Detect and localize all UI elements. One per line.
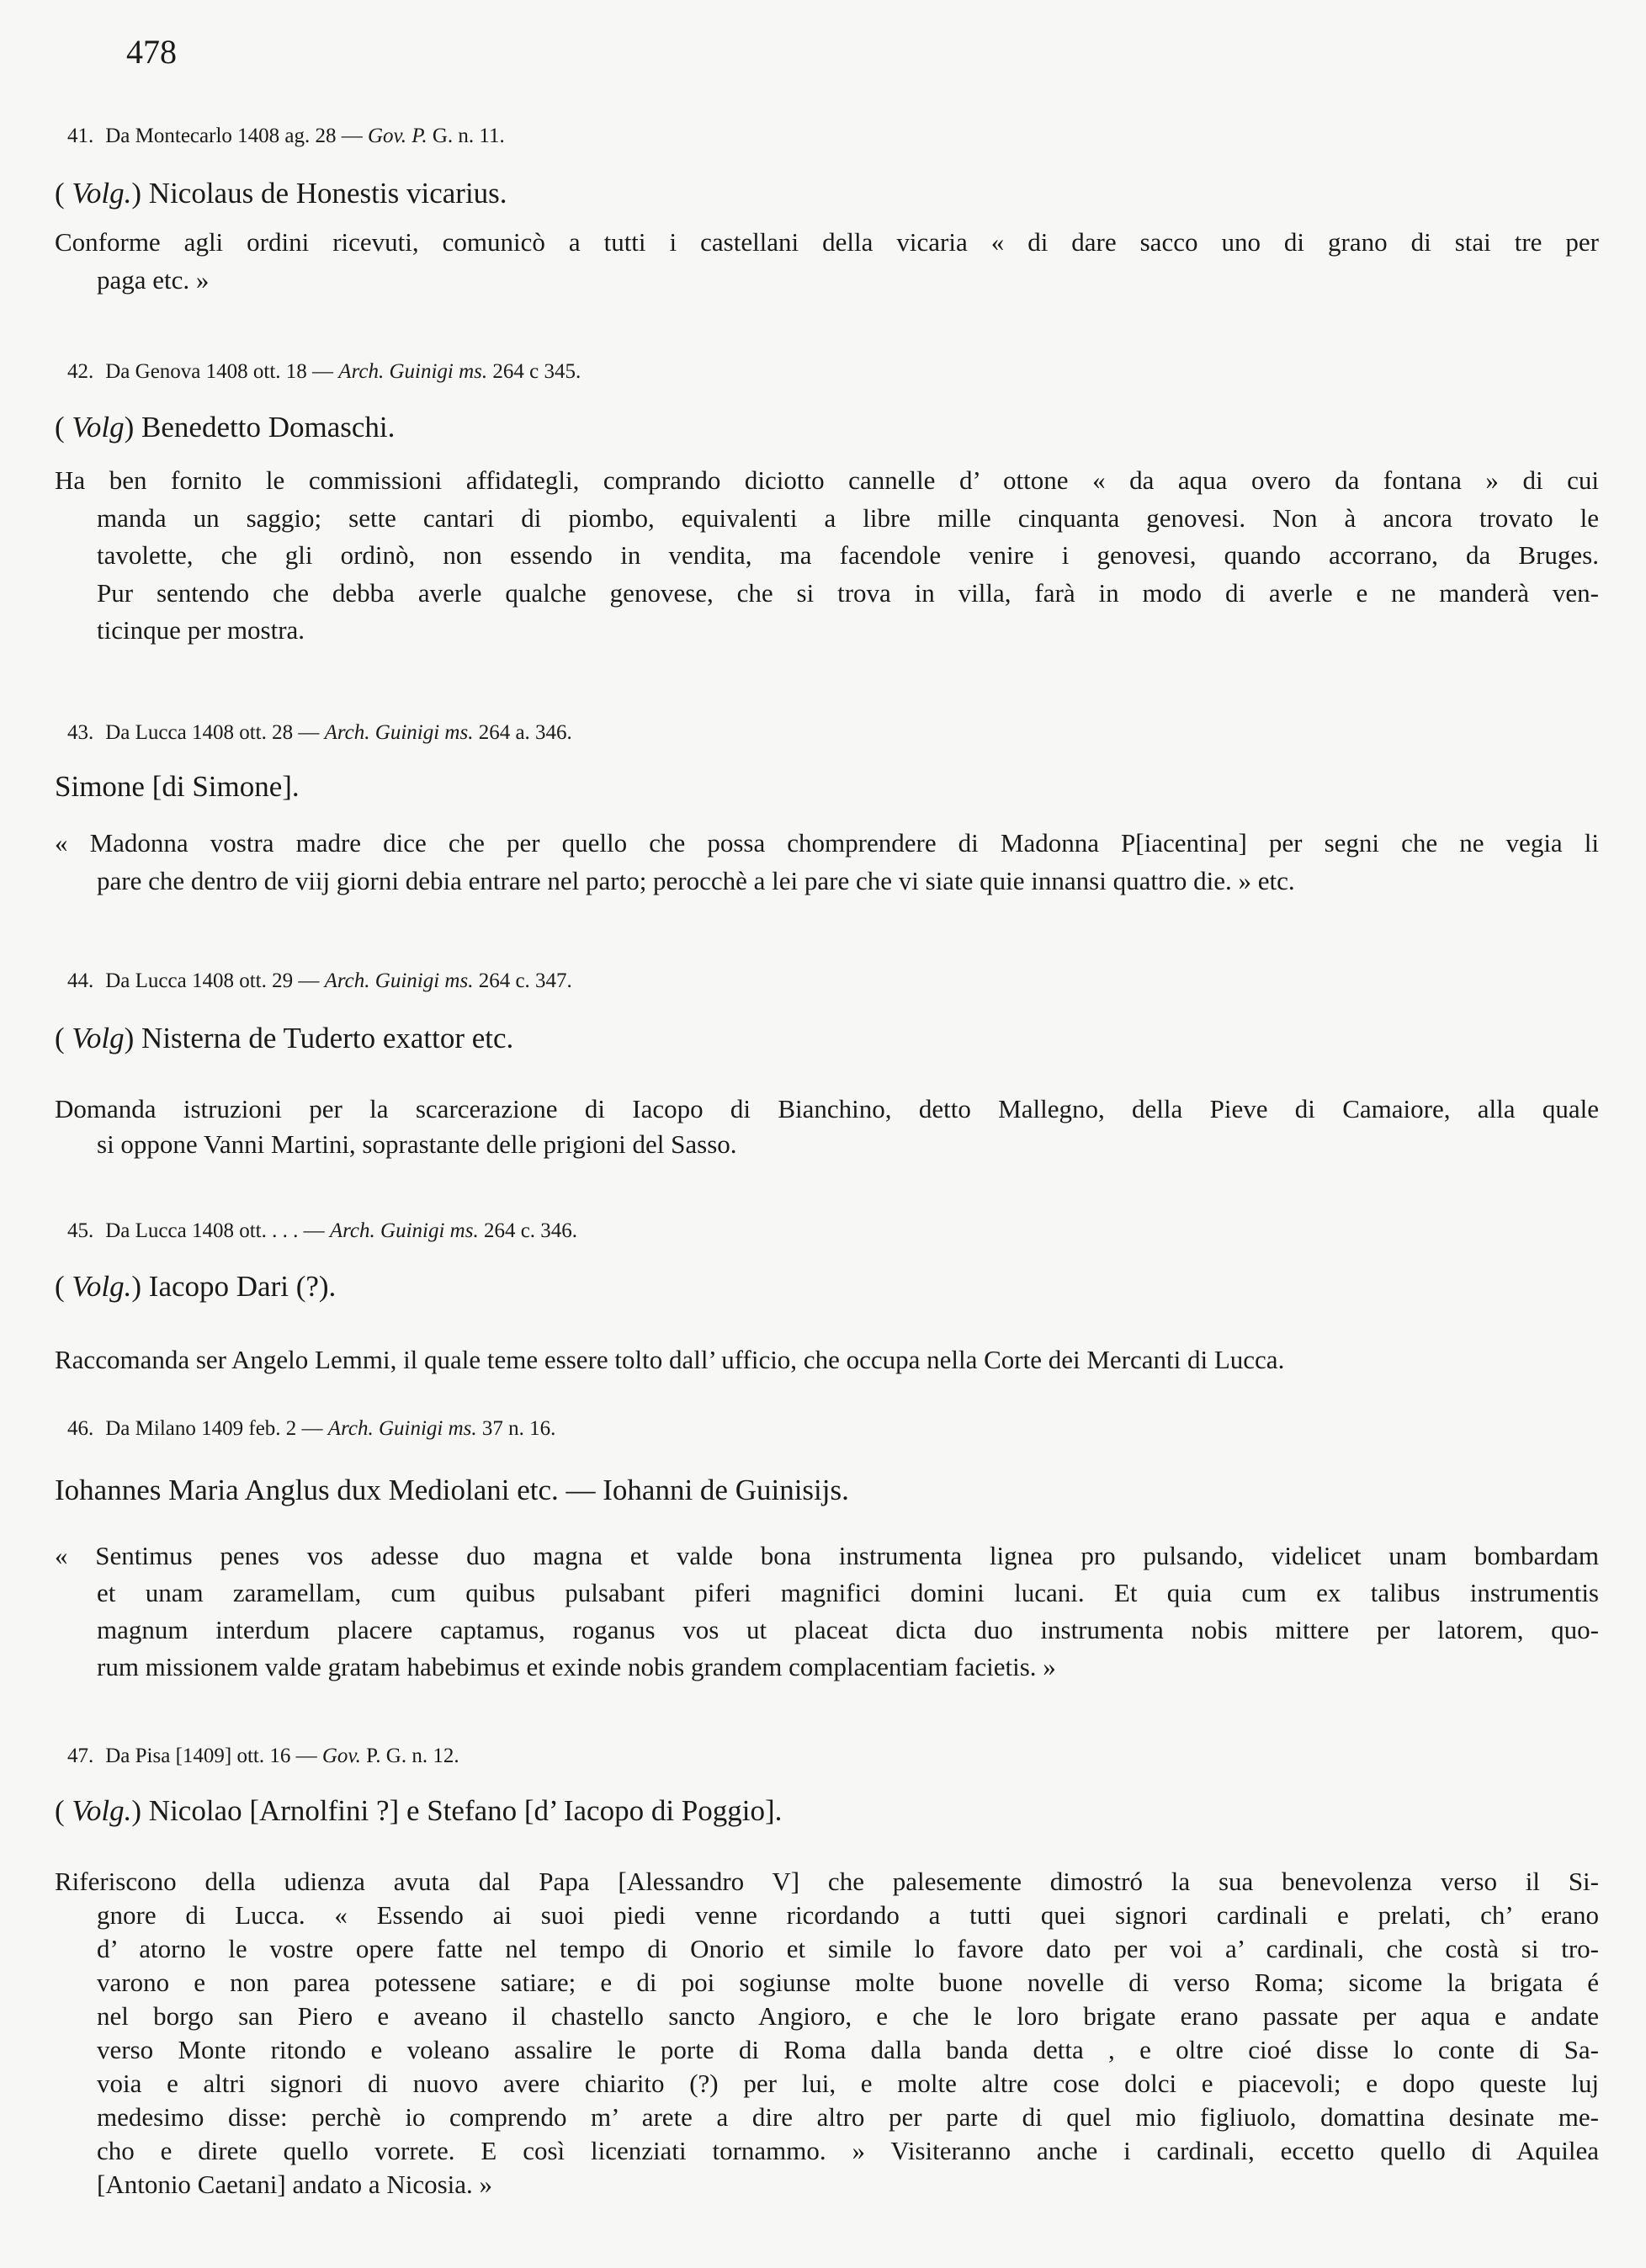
entry-title — [55, 1474, 849, 1507]
paren-open: ( — [55, 1022, 72, 1054]
paren-close: ) — [131, 177, 149, 210]
body-line: Domanda istruzioni per la scarcerazione di Iacopo di Bianchino, detto Mallegno, della Pieve di Camaiore, alla quale — [55, 1094, 1599, 1123]
body-line: tavolette, che gli ordinò, non essendo in vendita, ma facendole venire i genovesi, quando accorrano, da Bruges. — [97, 540, 1599, 570]
body-line: rum missionem valde gratam habebimus et exinde nobis grandem complacentiam facietis. » — [97, 1652, 1056, 1681]
entry-header — [67, 1745, 459, 1768]
entry-title — [55, 411, 395, 444]
entry-source-ref: G. n. 11. — [427, 125, 505, 147]
entry-header — [67, 360, 581, 384]
body-line: varono e non parea potessene satiare; e di poi sogiunse molte buone novelle di verso Roma; sicome la brigata é — [97, 1968, 1599, 1997]
entry-title-prefix: Volg — [72, 411, 125, 444]
body-line: d’ atorno le vostre opere fatte nel tempo di Onorio et simile lo favore dato per voi a’ cardinali, che costà si tro- — [97, 1934, 1599, 1963]
entry-number: 43. — [67, 721, 94, 744]
entry-source-italic: Gov. — [321, 1745, 361, 1767]
entry-number: 42. — [67, 360, 94, 383]
entry-place-date: Da Genova 1408 ott. 18 — — [105, 360, 339, 383]
paren-close: ) — [131, 1794, 149, 1827]
entry-title-prefix: Volg — [72, 1022, 125, 1054]
entry-source-ref: 37 n. 16. — [476, 1417, 556, 1440]
entry-title-prefix: Volg. — [72, 177, 132, 210]
entry-title-text: Benedetto Domaschi. — [141, 411, 396, 444]
entry-title-text: Nicolaus de Honestis vicarius. — [148, 177, 507, 210]
body-line: pare che dentro de viij giorni debia entrare nel parto; perocchè a lei pare che vi siate quie innansi quattro die. » etc. — [97, 866, 1295, 895]
entry-source-ref: P. G. n. 12. — [360, 1745, 459, 1767]
entry-source-italic: Arch. Guinigi ms. — [324, 721, 474, 744]
paren-open: ( — [55, 177, 72, 210]
entry-place-date: Da Lucca 1408 ott. . . . — — [105, 1219, 330, 1242]
body-line: « Madonna vostra madre dice che per quello che possa chomprendere di Madonna P[iacentina] per segni che ne vegia li — [55, 828, 1599, 858]
entry-title-text: Nicolao [Arnolfini ?] e Stefano [d’ Iacopo di Poggio]. — [148, 1794, 783, 1827]
body-line: magnum interdum placere captamus, roganus vos ut placeat dicta duo instrumenta nobis mittere per latorem, quo- — [97, 1615, 1599, 1644]
body-line: [Antonio Caetani] andato a Nicosia. » — [97, 2170, 493, 2199]
entry-header — [67, 125, 505, 148]
body-line: Conforme agli ordini ricevuti, comunicò a tutti i castellani della vicaria « di dare sacco uno di grano di stai tre per — [55, 227, 1599, 257]
entry-header — [67, 969, 572, 993]
entry-title — [55, 770, 300, 804]
paren-close: ) — [124, 411, 142, 444]
body-line: voia e altri signori di nuovo avere chiarito (?) per lui, e molte altre cose dolci e piacevoli; e dopo queste luj — [97, 2069, 1599, 2098]
body-line: « Sentimus penes vos adesse duo magna et valde bona instrumenta lignea pro pulsando, videlicet unam bombardam — [55, 1541, 1599, 1570]
entry-title-text: Iacopo Dari (?). — [148, 1270, 337, 1303]
body-line: Raccomanda ser Angelo Lemmi, il quale teme essere tolto dall’ ufficio, che occupa nella Corte dei Mercanti di Lucca. — [55, 1345, 1285, 1374]
paren-open: ( — [55, 1794, 72, 1827]
entry-source-ref: 264 c. 347. — [473, 969, 572, 992]
entry-title-text: Iohannes Maria Anglus dux Mediolani etc. — Iohanni de Guinisijs. — [55, 1474, 849, 1506]
entry-place-date: Da Montecarlo 1408 ag. 28 — — [105, 125, 368, 147]
entry-number: 44. — [67, 969, 94, 992]
entry-title-text: Simone [di Simone]. — [55, 770, 300, 803]
entry-title-prefix: Volg. — [72, 1270, 132, 1303]
page-number: 478 — [126, 33, 177, 71]
entry-number: 46. — [67, 1417, 94, 1440]
entry-source-italic: Arch. Guinigi ms. — [324, 969, 474, 992]
entry-title — [55, 1270, 336, 1304]
body-line: Pur sentendo che debba averle qualche genovese, che si trova in villa, farà in modo di averle e ne manderà ven- — [97, 577, 1599, 608]
entry-title — [55, 177, 507, 210]
entry-place-date: Da Pisa [1409] ott. 16 — — [105, 1745, 322, 1767]
entry-source-italic: Arch. Guinigi ms. — [338, 360, 488, 383]
paren-open: ( — [55, 411, 72, 444]
paren-close: ) — [124, 1022, 142, 1054]
entry-source-ref: 264 a. 346. — [473, 721, 572, 744]
entry-source-italic: Arch. Guinigi ms. — [327, 1417, 477, 1440]
body-line: manda un saggio; sette cantari di piombo, equivalenti a libre mille cinquanta genovesi. Non à ancora trovato le — [97, 502, 1599, 533]
entry-place-date: Da Milano 1409 feb. 2 — — [105, 1417, 328, 1440]
entry-title-prefix: Volg. — [72, 1794, 132, 1827]
entry-header — [67, 1219, 577, 1243]
entry-source-ref: 264 c. 346. — [478, 1219, 578, 1242]
body-line: cho e direte quello vorrete. E così licenziati tornammo. » Visiteranno anche i cardinali, eccetto quello di Aquilea — [97, 2136, 1599, 2165]
entry-number: 47. — [67, 1745, 94, 1767]
body-line: et unam zaramellam, cum quibus pulsabant piferi magnifici domini lucani. Et quia cum ex talibus instrumentis — [97, 1578, 1599, 1607]
body-line: verso Monte ritondo e voleano assalire le porte di Roma dalla banda detta , e oltre cioé disse lo conte di Sa- — [97, 2035, 1599, 2064]
entry-source-ref: 264 c 345. — [487, 360, 581, 383]
paren-open: ( — [55, 1270, 72, 1303]
body-line: ticinque per mostra. — [97, 615, 305, 645]
paren-close: ) — [131, 1270, 149, 1303]
body-line: Ha ben fornito le commissioni affidategli, comprando diciotto cannelle d’ ottone « da aqua overo da fontana » di cui — [55, 465, 1599, 495]
entry-title — [55, 1794, 782, 1828]
body-line: nel borgo san Piero e aveano il chastello sancto Angioro, e che le loro brigate erano passate per aqua e andate — [97, 2001, 1599, 2031]
body-line: paga etc. » — [97, 265, 210, 295]
body-line: si oppone Vanni Martini, soprastante delle prigioni del Sasso. — [97, 1129, 737, 1159]
body-line: Riferiscono della udienza avuta dal Papa [Alessandro V] che palesemente dimostró la sua benevolenza verso il Si- — [55, 1867, 1599, 1896]
entry-title — [55, 1022, 513, 1055]
entry-header — [67, 721, 572, 745]
entry-place-date: Da Lucca 1408 ott. 28 — — [105, 721, 325, 744]
entry-title-text: Nisterna de Tuderto exattor etc. — [141, 1022, 514, 1054]
entry-number: 41. — [67, 125, 94, 147]
body-line: medesimo disse: perchè io comprendo m’ arete a dire altro per parte di quel mio figliuolo, domattina desinate me- — [97, 2102, 1599, 2132]
entry-header — [67, 1417, 555, 1441]
entry-number: 45. — [67, 1219, 94, 1242]
entry-place-date: Da Lucca 1408 ott. 29 — — [105, 969, 325, 992]
entry-source-italic: Gov. P. — [367, 125, 427, 147]
body-line: gnore di Lucca. « Essendo ai suoi piedi venne ricordando a tutti quei signori cardinali e prelati, ch’ erano — [97, 1900, 1599, 1930]
entry-source-italic: Arch. Guinigi ms. — [329, 1219, 479, 1242]
